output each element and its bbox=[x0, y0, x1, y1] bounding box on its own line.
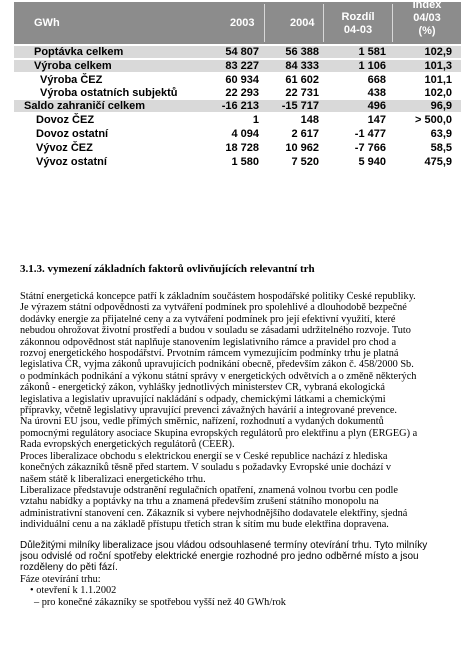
row-label: Výroba ostatních subjektů bbox=[40, 87, 178, 99]
phases-label: Fáze otevírání trhu: bbox=[20, 573, 101, 585]
text-line: Důležitými milníky liberalizace jsou vládou odsouhlasené termíny otevírání trhu. Tyto milníky bbox=[20, 539, 428, 551]
text-line: konečných zákazníků těsně před startem. V souladu s požadavky Evropské unie dochází v bbox=[20, 462, 392, 474]
value-2003: 18 728 bbox=[225, 142, 259, 154]
row-label: Poptávka celkem bbox=[34, 46, 124, 58]
value-index: 58,5 bbox=[430, 142, 452, 154]
value-index: 475,9 bbox=[424, 156, 452, 168]
value-index: 96,9 bbox=[430, 100, 452, 112]
bullet-icon: • bbox=[30, 585, 37, 597]
list-item bbox=[20, 585, 460, 596]
table-row bbox=[14, 74, 461, 86]
value-2003: 1 580 bbox=[231, 156, 259, 168]
text-line: Liberalizace představuje odstranění regulačních opatření, znamená volnou tvorbu cen podle bbox=[20, 484, 398, 496]
text-line: o podmínkách podnikání a výkonu státní správy v energetických odvětvích a o změně některých bbox=[20, 370, 417, 382]
value-2004: 148 bbox=[300, 114, 319, 126]
value-2004: 2 617 bbox=[291, 128, 319, 140]
value-index: 102,9 bbox=[424, 46, 452, 58]
value-index: > 500,0 bbox=[414, 114, 452, 126]
table-row bbox=[14, 60, 461, 72]
table-header bbox=[14, 2, 461, 44]
header-index-line3: (%) bbox=[418, 25, 436, 37]
value-2003: 83 227 bbox=[225, 60, 259, 72]
text-line: Na úrovni EU jsou, vedle přímých směrnic, nařízení, rozhodnutí a vydaných dokumentů bbox=[20, 416, 384, 428]
header-separator bbox=[264, 4, 265, 42]
value-index: 102,0 bbox=[424, 87, 452, 99]
table-row bbox=[14, 156, 461, 168]
text-line: legislativa a legislativ upravující nakládání s odpady, chemickými látkami a chemickými bbox=[20, 393, 386, 405]
value-2004: 22 731 bbox=[285, 87, 319, 99]
text-line: rozvoj energetického hospodářství. Prvotním rámcem vymezujícím podmínky trhu je platná bbox=[20, 348, 399, 360]
value-2003: -16 213 bbox=[221, 100, 259, 112]
value-2004: 56 388 bbox=[285, 46, 319, 58]
value-2004: 10 962 bbox=[285, 142, 319, 154]
value-2003: 60 934 bbox=[225, 74, 259, 86]
header-diff-line1: Rozdíl bbox=[341, 11, 375, 23]
text-line: individuální cenu a na základě přístupu třetích stran k sítím mu bude elektřina dopravena. bbox=[20, 519, 389, 531]
row-label: Výroba celkem bbox=[34, 60, 112, 72]
value-diff: 496 bbox=[367, 100, 386, 112]
header-unit: GWh bbox=[34, 17, 60, 29]
value-2003: 22 293 bbox=[225, 87, 259, 99]
table-row bbox=[14, 142, 461, 154]
text-line: dodávky energie za přijatelné ceny a za vytváření podmínek pro její efektivní využití, které bbox=[20, 313, 396, 325]
value-diff: -7 766 bbox=[354, 142, 386, 154]
text-line: zákonů - energetický zákon, vyhlášky jednotlivých ministerstev ČR, vybraná ekologická bbox=[20, 382, 385, 394]
value-2004: 61 602 bbox=[285, 74, 319, 86]
text-line: vztahu nabídky a poptávky na trhu a znamená především zrušení státního monopolu na bbox=[20, 496, 379, 508]
value-diff: 1 581 bbox=[358, 46, 386, 58]
table-row bbox=[14, 128, 461, 140]
text-line: jsou odvislé od roční spotřeby elektrické energie rozhodné pro jedno odběrné místo a jsou bbox=[20, 550, 419, 562]
bullet-text: otevření k 1.1.2002 bbox=[36, 585, 117, 597]
value-2004: 84 333 bbox=[285, 60, 319, 72]
header-diff bbox=[330, 11, 386, 37]
text-line: Rada evropských energetických regulátorů (CEER). bbox=[20, 439, 235, 451]
section-heading: 3.1.3. vymezení základních faktorů ovlivňujících relevantní trh bbox=[20, 263, 315, 275]
row-label: Výroba ČEZ bbox=[40, 74, 103, 86]
table-row bbox=[14, 87, 461, 99]
value-diff: 5 940 bbox=[358, 156, 386, 168]
row-label: Dovoz ostatní bbox=[36, 128, 109, 140]
text-line: Proces liberalizace obchodu s elektrickou energií se v České republice nachází z hlediska bbox=[20, 450, 388, 462]
value-diff: -1 477 bbox=[354, 128, 386, 140]
header-index bbox=[394, 0, 460, 38]
text-line: pomocnými regulátory asociace Skupina evropských regulátorů pro elektřinu a plyn (ERGEG) a bbox=[20, 427, 418, 439]
table-row bbox=[14, 114, 461, 126]
text-line: nebudou ohrožovat životní prostředí a budou v souladu se zásadami udržitelného rozvoje. Tuto bbox=[20, 325, 411, 337]
table-row bbox=[14, 46, 461, 58]
header-2003: 2003 bbox=[230, 17, 255, 29]
value-diff: 1 106 bbox=[358, 60, 386, 72]
value-diff: 147 bbox=[367, 114, 386, 126]
text-line: administrativní stanovení cen. Zákazník si vybere nejvhodnějšího dodavatele elektřiny, sjedná bbox=[20, 507, 408, 519]
text-line: Státní energetická koncepce patří k základním součástem hospodářské politiky České republiky. bbox=[20, 291, 416, 302]
paragraph-energy-policy bbox=[20, 291, 460, 531]
value-2003: 4 094 bbox=[231, 128, 259, 140]
text-line: zákonnou odpovědnost stát naplňuje stanovením legislativního rámce a pravidel pro chod a bbox=[20, 336, 397, 348]
value-index: 101,1 bbox=[424, 74, 452, 86]
header-separator bbox=[392, 4, 393, 42]
value-2003: 54 807 bbox=[225, 46, 259, 58]
text-line: Je výrazem státní odpovědnosti za vytváření podmínek pro spolehlivé a dlouhodobě bezpečné bbox=[20, 302, 407, 314]
row-label: Dovoz ČEZ bbox=[36, 114, 95, 126]
table-row bbox=[14, 100, 461, 112]
value-2004: 7 520 bbox=[291, 156, 319, 168]
text-line: legislativa ČR, vyjma zákonů upravujících podnikání obecně, především zákon č. 458/2000 Sb. bbox=[20, 359, 414, 371]
paragraph-spacer bbox=[20, 531, 460, 540]
row-label: Saldo zahraničí celkem bbox=[24, 100, 146, 112]
header-2004: 2004 bbox=[290, 17, 315, 29]
sub-list-item: – pro konečné zákazníky se spotřebou vyšší než 40 GWh/rok bbox=[34, 596, 286, 608]
header-index-line1: Index bbox=[412, 0, 442, 11]
header-separator bbox=[323, 4, 324, 42]
header-index-line2: 04/03 bbox=[413, 12, 441, 24]
text-line: přípravky, včetně legislativy upravující prevenci závažných havárií a integrované prevence. bbox=[20, 405, 397, 417]
value-2003: 1 bbox=[252, 114, 259, 126]
paragraph-milestones bbox=[20, 540, 460, 574]
value-diff: 438 bbox=[367, 87, 386, 99]
text-line: rozděleny do pěti fází. bbox=[20, 562, 118, 574]
value-index: 63,9 bbox=[430, 128, 452, 140]
text-line: našem státě k liberalizaci energetického trhu. bbox=[20, 473, 206, 485]
value-diff: 668 bbox=[367, 74, 386, 86]
row-label: Vývoz ČEZ bbox=[36, 142, 93, 154]
body-text bbox=[20, 291, 460, 608]
value-index: 101,3 bbox=[424, 60, 452, 72]
row-label: Vývoz ostatní bbox=[36, 156, 107, 168]
value-2004: -15 717 bbox=[281, 100, 319, 112]
header-diff-line2: 04-03 bbox=[343, 24, 373, 36]
